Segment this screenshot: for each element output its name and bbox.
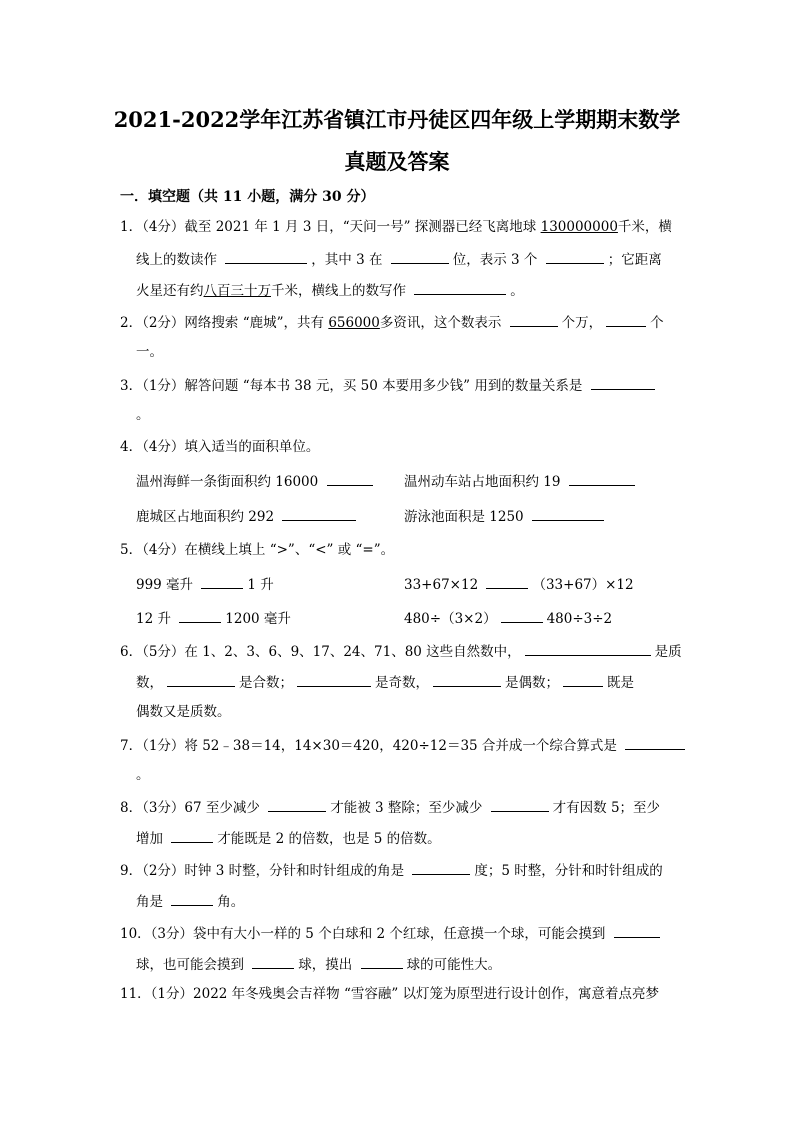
answer-blank[interactable] bbox=[433, 672, 501, 687]
answer-blank[interactable] bbox=[171, 828, 213, 843]
answer-blank[interactable] bbox=[412, 860, 470, 875]
question-2-line-2: 一。 bbox=[136, 344, 163, 360]
answer-blank[interactable] bbox=[491, 797, 549, 812]
question-4-item-a: 温州海鲜一条街面积约 16000 bbox=[136, 471, 377, 491]
question-7-line-1: 7．（1分）将 52﹣38＝14，14×30＝420，420÷12＝35 合并成一个综合算式是 bbox=[120, 735, 689, 755]
question-5-item-b: 33+67×12 （33+67）×12 bbox=[404, 574, 634, 594]
question-2-line-1: 2．（2分）网络搜索 “鹿城”，共有 656000多资讯，这个数表示 个万， 个 bbox=[120, 312, 664, 332]
answer-blank[interactable] bbox=[414, 280, 506, 295]
answer-blank[interactable] bbox=[563, 672, 603, 687]
question-5-line-1: 5．（4分）在横线上填上 “>”、“<” 或 “=”。 bbox=[120, 542, 395, 558]
question-10-line-1: 10．（3分）袋中有大小一样的 5 个白球和 2 个红球，任意摸一个球，可能会摸到 bbox=[120, 923, 664, 943]
underlined-number: 130000000 bbox=[540, 219, 618, 235]
document-title: 2021-2022学年江苏省镇江市丹徒区四年级上学期期末数学 bbox=[113, 107, 681, 132]
question-5-item-c: 12 升 1200 毫升 bbox=[136, 608, 291, 628]
question-10-line-2: 球，也可能会摸到 球，摸出 球的可能性大。 bbox=[136, 954, 501, 974]
answer-blank[interactable] bbox=[614, 923, 660, 938]
answer-blank[interactable] bbox=[171, 891, 213, 906]
question-9-line-2: 角是 角。 bbox=[136, 891, 244, 911]
document-title-line2: 真题及答案 bbox=[344, 149, 450, 174]
question-5-item-d: 480÷（3×2） 480÷3÷2 bbox=[404, 608, 612, 628]
answer-blank[interactable] bbox=[591, 375, 655, 390]
answer-blank[interactable] bbox=[569, 471, 635, 486]
question-6-line-2: 数， 是合数； 是奇数， 是偶数； 既是 bbox=[136, 672, 634, 692]
underlined-number: 656000 bbox=[328, 315, 380, 331]
question-4-line-1: 4．（4分）填入适当的面积单位。 bbox=[120, 439, 320, 455]
question-4-item-c: 鹿城区占地面积约 292 bbox=[136, 506, 360, 526]
answer-blank[interactable] bbox=[252, 954, 294, 969]
answer-blank[interactable] bbox=[179, 608, 221, 623]
answer-blank[interactable] bbox=[510, 312, 558, 327]
answer-blank[interactable] bbox=[546, 249, 604, 264]
answer-blank[interactable] bbox=[167, 672, 235, 687]
answer-blank[interactable] bbox=[532, 506, 604, 521]
answer-blank[interactable] bbox=[361, 954, 403, 969]
answer-blank[interactable] bbox=[391, 249, 449, 264]
question-4-item-d: 游泳池面积是 1250 bbox=[404, 506, 608, 526]
question-1-line-1: 1．（4分）截至 2021 年 1 月 3 日，“天问一号” 探测器已经飞离地球 130000000千米，横 bbox=[120, 219, 672, 235]
answer-blank[interactable] bbox=[525, 641, 651, 656]
question-8-line-1: 8．（3分）67 至少减少 才能被 3 整除；至少减少 才有因数 5；至少 bbox=[120, 797, 660, 817]
question-1-line-3: 火星还有约八百三十万千米，横线上的数写作 。 bbox=[136, 280, 524, 300]
answer-blank[interactable] bbox=[625, 735, 685, 750]
answer-blank[interactable] bbox=[297, 672, 371, 687]
answer-blank[interactable] bbox=[268, 797, 326, 812]
section-heading: 一．填空题（共 11 小题，满分 30 分） bbox=[120, 189, 375, 205]
question-8-line-2: 增加 才能既是 2 的倍数，也是 5 的倍数。 bbox=[136, 828, 441, 848]
question-6-line-1: 6．（5分）在 1、2、3、6、9、17、24、71、80 这些自然数中， 是质 bbox=[120, 641, 682, 661]
question-5-item-a: 999 毫升 1 升 bbox=[136, 574, 274, 594]
question-6-line-3: 偶数又是质数。 bbox=[136, 704, 231, 720]
underlined-word: 八百三十万 bbox=[203, 283, 271, 299]
question-1-line-2: 线上的数读作 ，其中 3 在 位，表示 3 个 ；它距离 bbox=[136, 249, 662, 269]
question-3-line-1: 3．（1分）解答问题 “每本书 38 元，买 50 本要用多少钱” 用到的数量关系是 bbox=[120, 375, 659, 395]
question-7-line-2: 。 bbox=[136, 767, 150, 783]
answer-blank[interactable] bbox=[486, 574, 528, 589]
answer-blank[interactable] bbox=[327, 471, 373, 486]
answer-blank[interactable] bbox=[225, 249, 307, 264]
answer-blank[interactable] bbox=[201, 574, 243, 589]
question-9-line-1: 9．（2分）时钟 3 时整，分针和时针组成的角是 度；5 时整，分针和时针组成的 bbox=[120, 860, 663, 880]
question-4-item-b: 温州动车站占地面积约 19 bbox=[404, 471, 639, 491]
answer-blank[interactable] bbox=[501, 608, 543, 623]
answer-blank[interactable] bbox=[606, 312, 646, 327]
question-11-line-1: 11．（1分）2022 年冬残奥会吉祥物 “雪容融” 以灯笼为原型进行设计创作，寓意着点亮梦 bbox=[120, 986, 660, 1002]
question-3-line-2: 。 bbox=[136, 407, 150, 423]
answer-blank[interactable] bbox=[282, 506, 356, 521]
